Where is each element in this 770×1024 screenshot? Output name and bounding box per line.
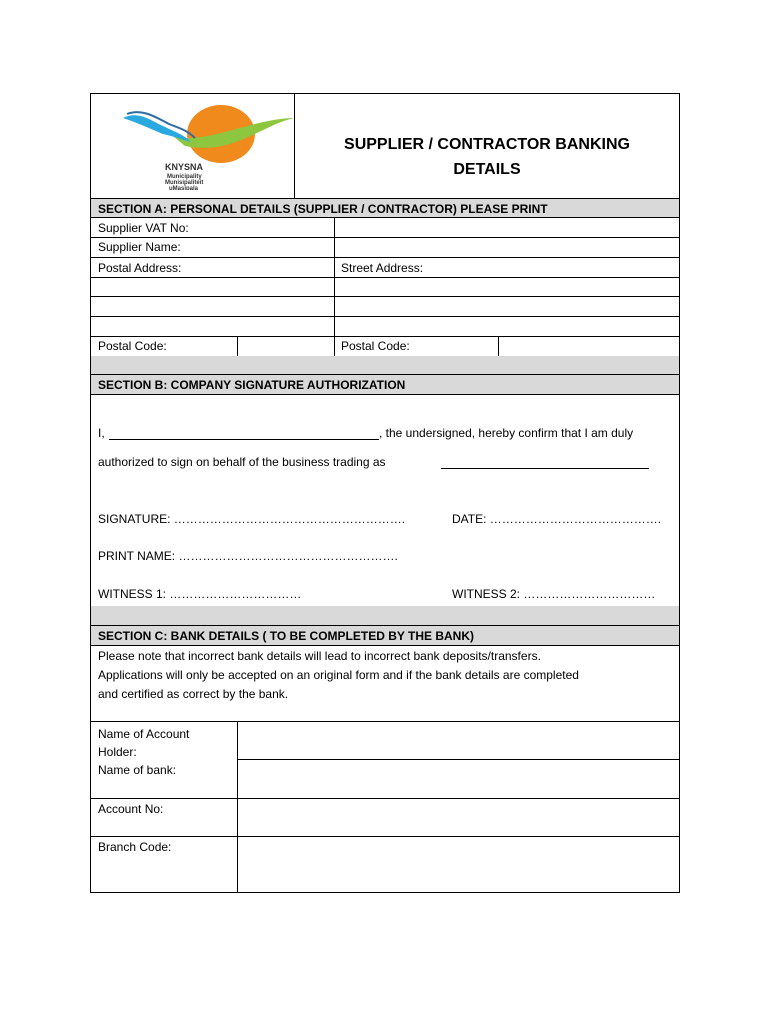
- witness-1-field[interactable]: WITNESS 1: ……………………………: [98, 587, 302, 601]
- page-title-line-1: SUPPLIER / CONTRACTOR BANKING: [344, 136, 630, 153]
- postal-code-left-label: Postal Code:: [98, 339, 167, 353]
- supplier-vat-label: Supplier VAT No:: [98, 221, 189, 235]
- business-name-line[interactable]: [441, 468, 649, 469]
- supplier-name-field[interactable]: [335, 238, 679, 257]
- section-b-heading: SECTION B: COMPANY SIGNATURE AUTHORIZATION: [98, 378, 406, 392]
- page-title: [337, 132, 637, 182]
- account-holder-field[interactable]: [238, 722, 679, 759]
- signature-field[interactable]: SIGNATURE: ………………………………………………….: [98, 512, 406, 526]
- branch-code-field[interactable]: [238, 837, 679, 892]
- postal-code-left-field[interactable]: [238, 337, 334, 355]
- confirm-prefix: I,: [98, 426, 105, 440]
- section-a-column-divider: [334, 217, 335, 356]
- account-holder-label-line-2: Holder:: [98, 745, 137, 759]
- street-address-label: Street Address:: [341, 261, 424, 275]
- branch-code-label: Branch Code:: [98, 840, 172, 854]
- section-c-column-divider: [237, 721, 238, 893]
- bank-name-field[interactable]: [238, 760, 679, 798]
- section-c-heading: SECTION C: BANK DETAILS ( TO BE COMPLETED BY THE BANK): [98, 629, 475, 643]
- rule: [498, 336, 499, 356]
- supplier-name-label: Supplier Name:: [98, 240, 181, 254]
- rule: [237, 336, 238, 356]
- bank-note-line-1: Please note that incorrect bank details will lead to incorrect bank deposits/transfers.: [98, 649, 541, 663]
- authorized-text: authorized to sign on behalf of the business trading as: [98, 455, 386, 469]
- banking-details-form: [90, 93, 680, 893]
- rule: [91, 198, 679, 199]
- date-field[interactable]: DATE: …………………………………….: [452, 512, 662, 526]
- rule: [91, 394, 679, 395]
- confirm-suffix: , the undersigned, hereby confirm that I am duly: [379, 426, 634, 440]
- logo-text-munisipaliteit: Munisipaliteit: [165, 180, 204, 186]
- undersigned-name-line[interactable]: [109, 439, 379, 440]
- street-address-field[interactable]: [335, 278, 679, 336]
- rule: [91, 257, 679, 258]
- witness-2-field[interactable]: WITNESS 2: ……………………………: [452, 587, 656, 601]
- postal-code-right-label: Postal Code:: [341, 339, 410, 353]
- spacer-bar-2: [91, 606, 679, 625]
- page-title-line-2: DETAILS: [453, 161, 521, 178]
- logo-text-umasipala: uMasipala: [169, 186, 199, 190]
- rule: [91, 296, 679, 297]
- postal-address-field[interactable]: [91, 278, 334, 336]
- spacer-bar-1: [91, 356, 679, 374]
- bank-note-line-3: and certified as correct by the bank.: [98, 687, 289, 701]
- account-no-label: Account No:: [98, 802, 164, 816]
- rule: [91, 316, 679, 317]
- print-name-field[interactable]: PRINT NAME: ……………………………………………….: [98, 549, 398, 563]
- knysna-logo: [113, 100, 293, 190]
- logo-text-municipality: Municipality: [167, 174, 202, 180]
- postal-code-right-field[interactable]: [499, 337, 679, 355]
- account-holder-label: [98, 725, 189, 761]
- rule: [91, 645, 679, 646]
- header-divider: [294, 94, 295, 198]
- postal-address-label: Postal Address:: [98, 261, 182, 275]
- section-a-heading: SECTION A: PERSONAL DETAILS (SUPPLIER / CONTRACTOR) PLEASE PRINT: [98, 202, 548, 216]
- supplier-vat-field[interactable]: [335, 218, 679, 237]
- account-holder-label-line-1: Name of Account: [98, 727, 190, 741]
- account-no-field[interactable]: [238, 799, 679, 836]
- logo-text-knysna: KNYSNA: [165, 162, 204, 172]
- bank-name-label: Name of bank:: [98, 763, 177, 777]
- bank-note-line-2: Applications will only be accepted on an original form and if the bank details are completed: [98, 668, 579, 682]
- bank-note: [98, 647, 678, 704]
